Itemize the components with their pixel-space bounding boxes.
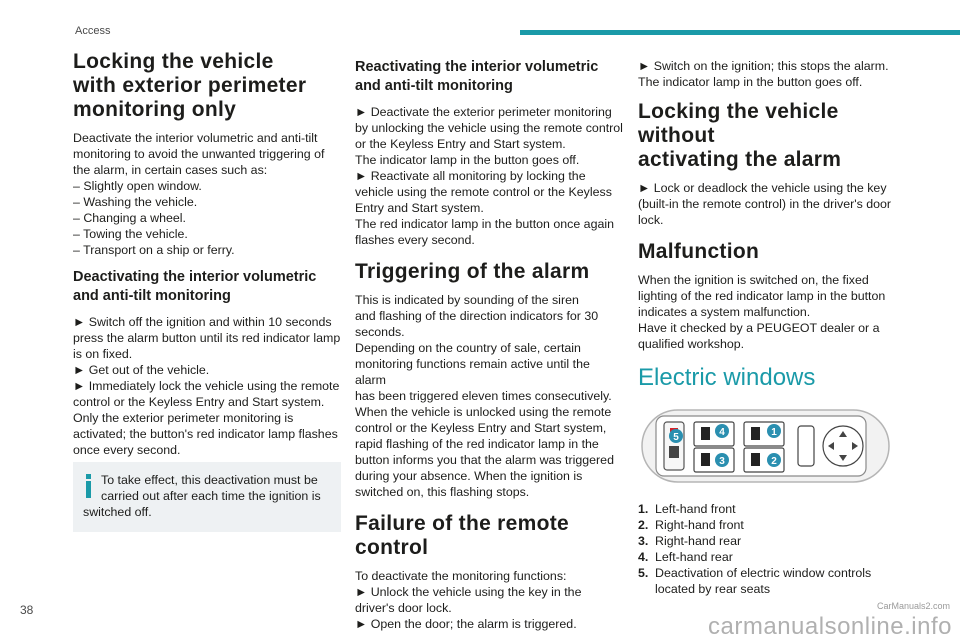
subsection-reactivating: Reactivating the interior volumetric and anti-tilt monitoring	[355, 59, 599, 94]
column-right	[638, 58, 900, 597]
column-left	[73, 50, 341, 532]
intro-paragraph: Deactivate the interior volumetric and anti-tilt monitoring to avoid the unwanted triggering of the alarm, in certain cases such as: – Slightly open window. – Washing the vehicle. – Changing a wheel. – Towing the vehicle. – Transport on a ship or ferry.	[73, 131, 325, 257]
section-title-no-alarm: Locking the vehicle without activating the alarm	[638, 100, 842, 171]
watermark-small: CarManuals2.com	[876, 601, 950, 611]
column-middle	[355, 58, 623, 632]
ignition-paragraph: ► Switch on the ignition; this stops the alarm. The indicator lamp in the button goes off.	[638, 59, 889, 89]
info-note: To take effect, this deactivation must be carried out after each time the ignition is switched off.	[73, 462, 341, 532]
failure-paragraph: To deactivate the monitoring functions: ► Unlock the vehicle using the key in the driver's door lock. ► Open the door; the alarm is triggered.	[355, 569, 582, 631]
list-item: 1. Left-hand front	[638, 502, 736, 516]
list-item: 3. Right-hand rear	[638, 534, 742, 548]
running-header: Access	[75, 25, 111, 37]
deactivation-steps: ► Switch off the ignition and within 10 seconds press the alarm button until its red indicator lamp is on fixed. ► Get out of the vehicle. ► Immediately lock the vehicle using the remote control or the Keyless Entry and Start system. Only the exterior perimeter monitoring is activated; the button's red indicator lamp flashes once every second.	[73, 315, 341, 457]
info-icon	[86, 474, 91, 498]
triggering-paragraph: This is indicated by sounding of the siren and flashing of the direction indicators for 30 seconds. Depending on the country of sale, certain monitoring functions remain active until the alarm has been triggered eleven times consecutively. When the vehicle is unlocked using the remote control or the Keyless Entry and Start system, rapid flashing of the red indicator lamp in the button informs you that the alarm was triggered during your absence. When the ignition is switched on, this flashing stops.	[355, 293, 614, 499]
page-number: 38	[20, 603, 34, 617]
header-rule	[520, 30, 960, 35]
window-controls-legend	[638, 501, 900, 597]
section-title-malfunction: Malfunction	[638, 240, 760, 263]
window-switch-panel-illustration	[638, 406, 893, 486]
section-title-electric-windows: Electric windows	[638, 364, 816, 391]
callout-4: 4	[719, 427, 725, 438]
section-title-perimeter: Locking the vehicle with exterior perimeter monitoring only	[73, 50, 307, 121]
reactivation-steps: ► Deactivate the exterior perimeter monitoring by unlocking the vehicle using the remote control or the Keyless Entry and Start system. The indicator lamp in the button goes off. ► Reactivate all monitoring by locking the vehicle using the remote control or the Keyless Entry and Start system. The red indicator lamp in the button once again flashes every second.	[355, 105, 623, 247]
list-item: 4. Left-hand rear	[638, 550, 733, 564]
watermark: carmanualsonline.info	[708, 613, 952, 640]
no-alarm-paragraph: ► Lock or deadlock the vehicle using the key (built-in the remote control) in the driver's door lock.	[638, 181, 892, 227]
list-item: 5. Deactivation of electric window controls located by rear seats	[638, 566, 872, 596]
callout-3: 3	[719, 456, 725, 467]
malfunction-paragraph: When the ignition is switched on, the fixed lighting of the red indicator lamp in the button indicates a system malfunction. Have it checked by a PEUGEOT dealer or a qualified workshop.	[638, 273, 886, 351]
section-title-failure: Failure of the remote control	[355, 512, 570, 559]
callout-1: 1	[771, 427, 777, 438]
callout-2: 2	[771, 456, 777, 467]
section-title-triggering: Triggering of the alarm	[355, 260, 590, 283]
callout-5: 5	[673, 432, 679, 443]
list-item: 2. Right-hand front	[638, 518, 744, 532]
subsection-deactivating: Deactivating the interior volumetric and anti-tilt monitoring	[73, 269, 317, 304]
